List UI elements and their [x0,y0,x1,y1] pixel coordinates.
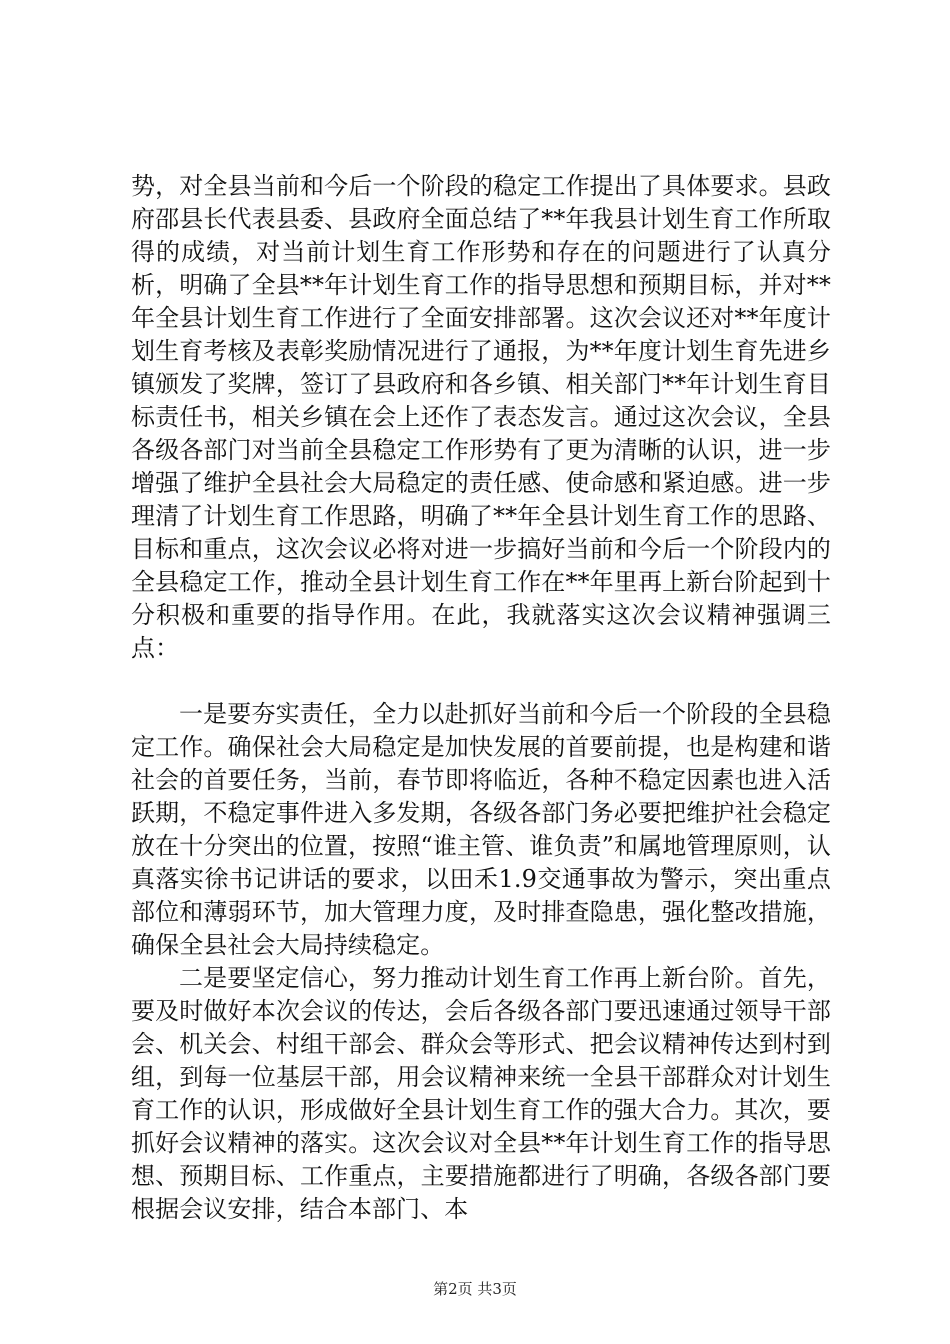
paragraph-point-one: 一是要夯实责任，全力以赴抓好当前和今后一个阶段的全县稳定工作。确保社会大局稳定是加快发展的首要前提，也是构建和谐社会的首要任务，当前，春节即将临近，各种不稳定因素也进入活跃期，不稳定事件进入多发期，各级各部门务必要把维护社会稳定放在十分突出的位置，按照“谁主管、谁负责”和属地管理原则，认真落实徐书记讲话的要求，以田禾1.9交通事故为警示，突出重点部位和薄弱环节，加大管理力度，及时排查隐患，强化整改措施，确保全县社会大局持续稳定。 [131,700,831,959]
page-number-footer: 第2页 共3页 [433,1280,517,1298]
paragraph-point-two: 二是要坚定信心，努力推动计划生育工作再上新台阶。首先，要及时做好本次会议的传达，会后各级各部门要迅速通过领导干部会、机关会、村组干部会、群众会等形式、把会议精神传达到村到组，到每一位基层干部，用会议精神来统一全县干部群众对计划生育工作的认识，形成做好全县计划生育工作的强大合力。其次，要抓好会议精神的落实。这次会议对全县**年计划生育工作的指导思想、预期目标、工作重点，主要措施都进行了明确，各级各部门要根据会议安排，结合本部门、本 [131,964,831,1223]
paragraph-continuation: 势，对全县当前和今后一个阶段的稳定工作提出了具体要求。县政府邵县长代表县委、县政府全面总结了**年我县计划生育工作所取得的成绩，对当前计划生育工作形势和存在的问题进行了认真分析，明确了全县**年计划生育工作的指导思想和预期目标，并对**年全县计划生育工作进行了全面安排部署。这次会议还对**年度计划生育考核及表彰奖励情况进行了通报，为**年度计划生育先进乡镇颁发了奖牌，签订了县政府和各乡镇、相关部门**年计划生育目标责任书，相关乡镇在会上还作了表态发言。通过这次会议，全县各级各部门对当前全县稳定工作形势有了更为清晰的认识，进一步增强了维护全县社会大局稳定的责任感、使命感和紧迫感。进一步理清了计划生育工作思路，明确了**年全县计划生育工作的思路、目标和重点，这次会议必将对进一步搞好当前和今后一个阶段内的全县稳定工作，推动全县计划生育工作在**年里再上新台阶起到十分积极和重要的指导作用。在此，我就落实这次会议精神强调三点： [131,172,831,662]
document-body [131,170,831,1226]
